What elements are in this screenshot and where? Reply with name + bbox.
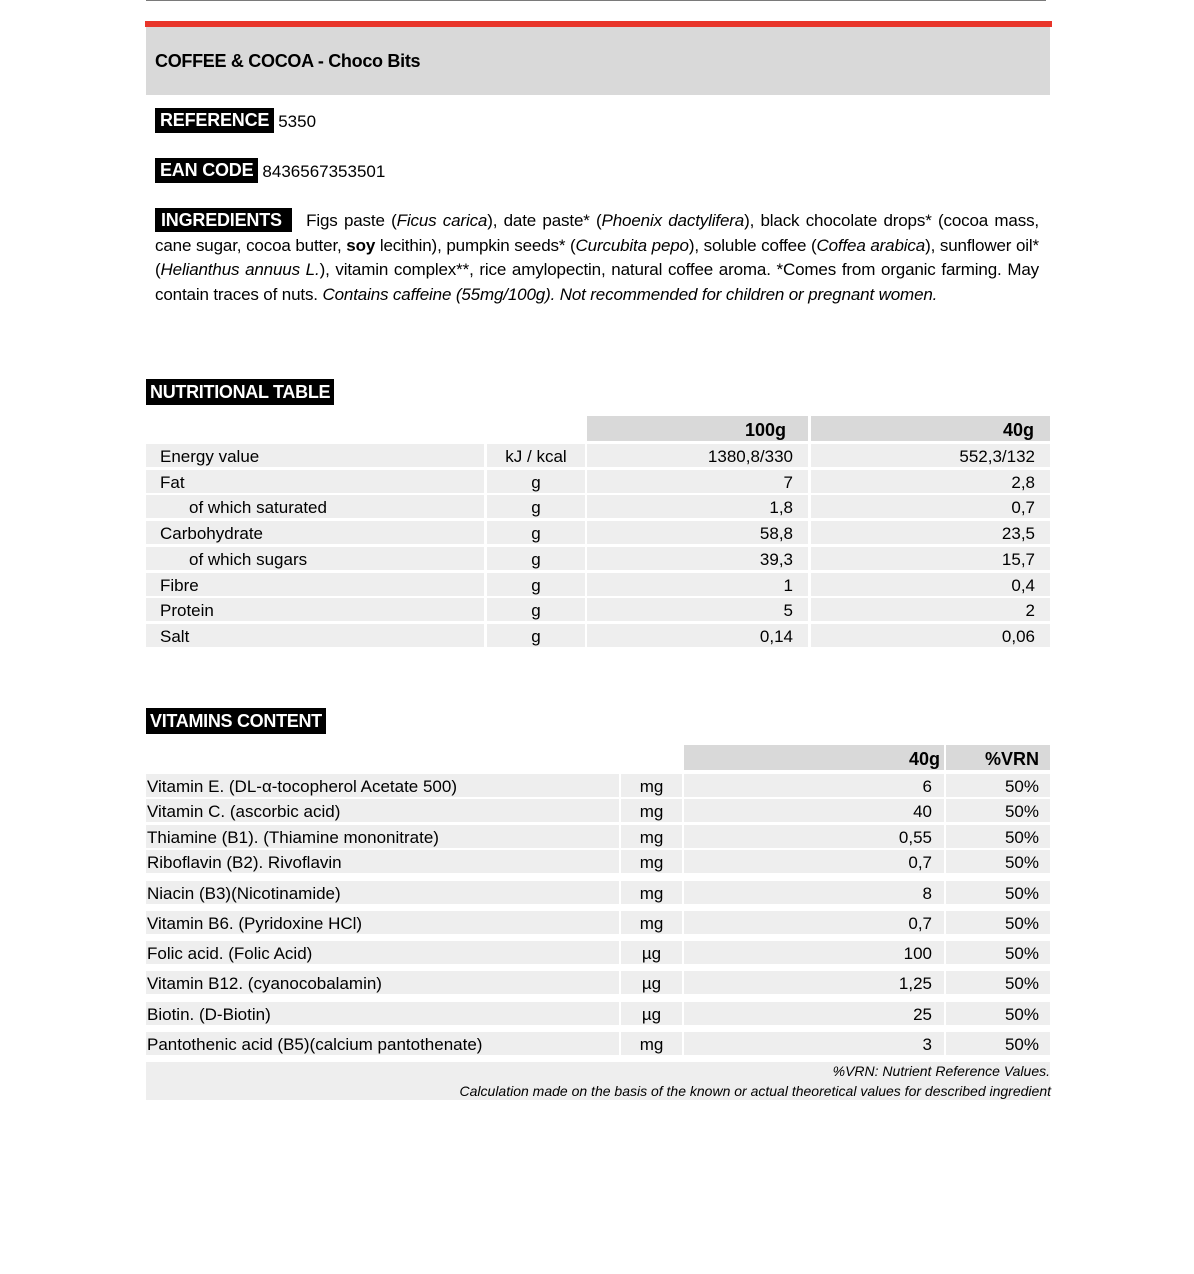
nutrient-value-40g: 2,8 xyxy=(811,470,1050,493)
ingredients-text-part: ), soluble coffee ( xyxy=(688,235,817,255)
top-rule xyxy=(146,0,1046,1)
vitamin-name: Riboflavin (B2). Rivoflavin xyxy=(146,850,619,873)
vitamin-vrn: 50% xyxy=(946,774,1050,797)
vitamin-value-40g: 100 xyxy=(684,941,944,964)
ingredients-text-part: ), sunflower oil* ( xyxy=(155,235,1039,279)
nutrient-unit: kJ / kcal xyxy=(487,444,585,467)
nutrient-value-100g: 39,3 xyxy=(587,547,808,570)
vitamin-value-40g: 0,7 xyxy=(684,850,944,873)
vitamin-unit: mg xyxy=(621,881,682,904)
nutrient-unit: g xyxy=(487,521,585,544)
nutrient-value-100g: 1,8 xyxy=(587,495,808,518)
ingredients-text-part: ), date paste* ( xyxy=(487,211,602,230)
nutrient-value-40g: 15,7 xyxy=(811,547,1050,570)
vitamin-name: Vitamin B6. (Pyridoxine HCl) xyxy=(146,911,619,934)
nutrient-value-40g: 0,7 xyxy=(811,495,1050,518)
ingredients-text-part: Figs paste ( xyxy=(306,211,397,230)
ingredients-text-part: Phoenix dactylifera xyxy=(601,211,745,230)
vitamin-vrn: 50% xyxy=(946,1032,1050,1055)
vitamin-unit: mg xyxy=(621,850,682,873)
vitamin-vrn: 50% xyxy=(946,941,1050,964)
nutrient-unit: g xyxy=(487,495,585,518)
nutrient-name: Energy value xyxy=(146,444,484,467)
vitamin-vrn: 50% xyxy=(946,881,1050,904)
vitamin-unit: mg xyxy=(621,1032,682,1055)
vitamin-unit: µg xyxy=(621,941,682,964)
vitamin-vrn: 50% xyxy=(946,799,1050,822)
ingredients-text-part: Coffea arabica xyxy=(816,235,926,255)
ingredients-text-part: Curcubita pepo xyxy=(575,235,689,255)
reference-label: REFERENCE xyxy=(155,108,274,133)
nutrient-value-40g: 23,5 xyxy=(811,521,1050,544)
vitamin-unit: µg xyxy=(621,971,682,994)
nutrient-value-100g: 7 xyxy=(587,470,808,493)
column-header-40g: 40g xyxy=(811,416,1050,441)
ean-row xyxy=(155,158,385,183)
vitamin-unit: mg xyxy=(621,825,682,848)
vitamin-value-40g: 25 xyxy=(684,1002,944,1025)
nutrient-value-100g: 0,14 xyxy=(587,624,808,647)
nutritional-table-label: NUTRITIONAL TABLE xyxy=(146,379,334,405)
nutrient-name: of which saturated xyxy=(146,495,484,518)
nutrient-value-100g: 1 xyxy=(587,573,808,596)
vitamin-name: Pantothenic acid (B5)(calcium pantothenate) xyxy=(146,1032,619,1055)
footnote-vrn: %VRN: Nutrient Reference Values. xyxy=(832,1063,1050,1079)
nutrient-value-100g: 58,8 xyxy=(587,521,808,544)
nutrient-unit: g xyxy=(487,624,585,647)
nutrient-value-40g: 0,06 xyxy=(811,624,1050,647)
reference-row xyxy=(155,108,316,133)
vitamin-name: Thiamine (B1). (Thiamine mononitrate) xyxy=(146,825,619,848)
vitamin-vrn: 50% xyxy=(946,971,1050,994)
column-header-40g: 40g xyxy=(684,745,944,770)
ingredients-text-part: lecithin), pumpkin seeds* ( xyxy=(375,235,576,255)
title-box xyxy=(146,27,1050,95)
vitamin-vrn: 50% xyxy=(946,1002,1050,1025)
nutrient-value-40g: 2 xyxy=(811,598,1050,621)
vitamin-name: Biotin. (D-Biotin) xyxy=(146,1002,619,1025)
vitamins-content-label: VITAMINS CONTENT xyxy=(146,708,326,734)
vitamin-value-40g: 0,7 xyxy=(684,911,944,934)
ingredients-text-part: Ficus carica xyxy=(396,211,488,230)
nutrient-name: Salt xyxy=(146,624,484,647)
vitamin-value-40g: 6 xyxy=(684,774,944,797)
vitamin-value-40g: 8 xyxy=(684,881,944,904)
vitamin-name: Vitamin B12. (cyanocobalamin) xyxy=(146,971,619,994)
vitamin-name: Vitamin C. (ascorbic acid) xyxy=(146,799,619,822)
nutrient-unit: g xyxy=(487,598,585,621)
product-title: COFFEE & COCOA - Choco Bits xyxy=(155,51,421,71)
footnote-calculation: Calculation made on the basis of the known or actual theoretical values for described ingredient xyxy=(459,1083,1051,1099)
ingredients-text-part: Contains caffeine (55mg/100g). Not recommended for children or pregnant women. xyxy=(322,284,938,304)
ingredients-text-part: soy xyxy=(346,235,376,255)
nutrient-name: Protein xyxy=(146,598,484,621)
vitamin-vrn: 50% xyxy=(946,825,1050,848)
nutrient-name: Fibre xyxy=(146,573,484,596)
ingredients-text-part: ), vitamin complex**, rice amylopectin, natural coffee aroma. *Comes from organic farming. May contain traces of nuts. xyxy=(155,260,1039,304)
vitamin-name: Folic acid. (Folic Acid) xyxy=(146,941,619,964)
nutrient-value-100g: 1380,8/330 xyxy=(587,444,808,467)
vitamin-unit: µg xyxy=(621,1002,682,1025)
vitamin-unit: mg xyxy=(621,799,682,822)
vitamin-vrn: 50% xyxy=(946,850,1050,873)
ingredients-label: INGREDIENTS xyxy=(155,208,292,232)
ingredients-text-part: ), black chocolate drops* (cocoa mass, cane sugar, cocoa butter, xyxy=(155,211,1040,255)
nutrient-value-100g: 5 xyxy=(587,598,808,621)
nutrient-unit: g xyxy=(487,470,585,493)
vitamin-value-40g: 0,55 xyxy=(684,825,944,848)
vitamin-value-40g: 1,25 xyxy=(684,971,944,994)
column-header-vrn: %VRN xyxy=(946,745,1050,770)
vitamin-name: Vitamin E. (DL-α-tocopherol Acetate 500) xyxy=(146,774,619,797)
reference-value: 5350 xyxy=(278,111,317,131)
ean-label: EAN CODE xyxy=(155,158,258,183)
nutrient-unit: g xyxy=(487,547,585,570)
vitamin-unit: mg xyxy=(621,774,682,797)
column-header-100g: 100g xyxy=(587,416,808,441)
nutrient-value-40g: 0,4 xyxy=(811,573,1050,596)
vitamin-name: Niacin (B3)(Nicotinamide) xyxy=(146,881,619,904)
nutrient-unit: g xyxy=(487,573,585,596)
ingredients-paragraph xyxy=(155,208,1039,307)
ingredients-text-part: Helianthus annuus L. xyxy=(160,260,320,279)
vitamin-value-40g: 40 xyxy=(684,799,944,822)
nutrient-name: Carbohydrate xyxy=(146,521,484,544)
nutrient-name: of which sugars xyxy=(146,547,484,570)
vitamin-unit: mg xyxy=(621,911,682,934)
vitamin-value-40g: 3 xyxy=(684,1032,944,1055)
ean-value: 8436567353501 xyxy=(262,161,386,181)
nutrient-value-40g: 552,3/132 xyxy=(811,444,1050,467)
nutrient-name: Fat xyxy=(146,470,484,493)
vitamin-vrn: 50% xyxy=(946,911,1050,934)
